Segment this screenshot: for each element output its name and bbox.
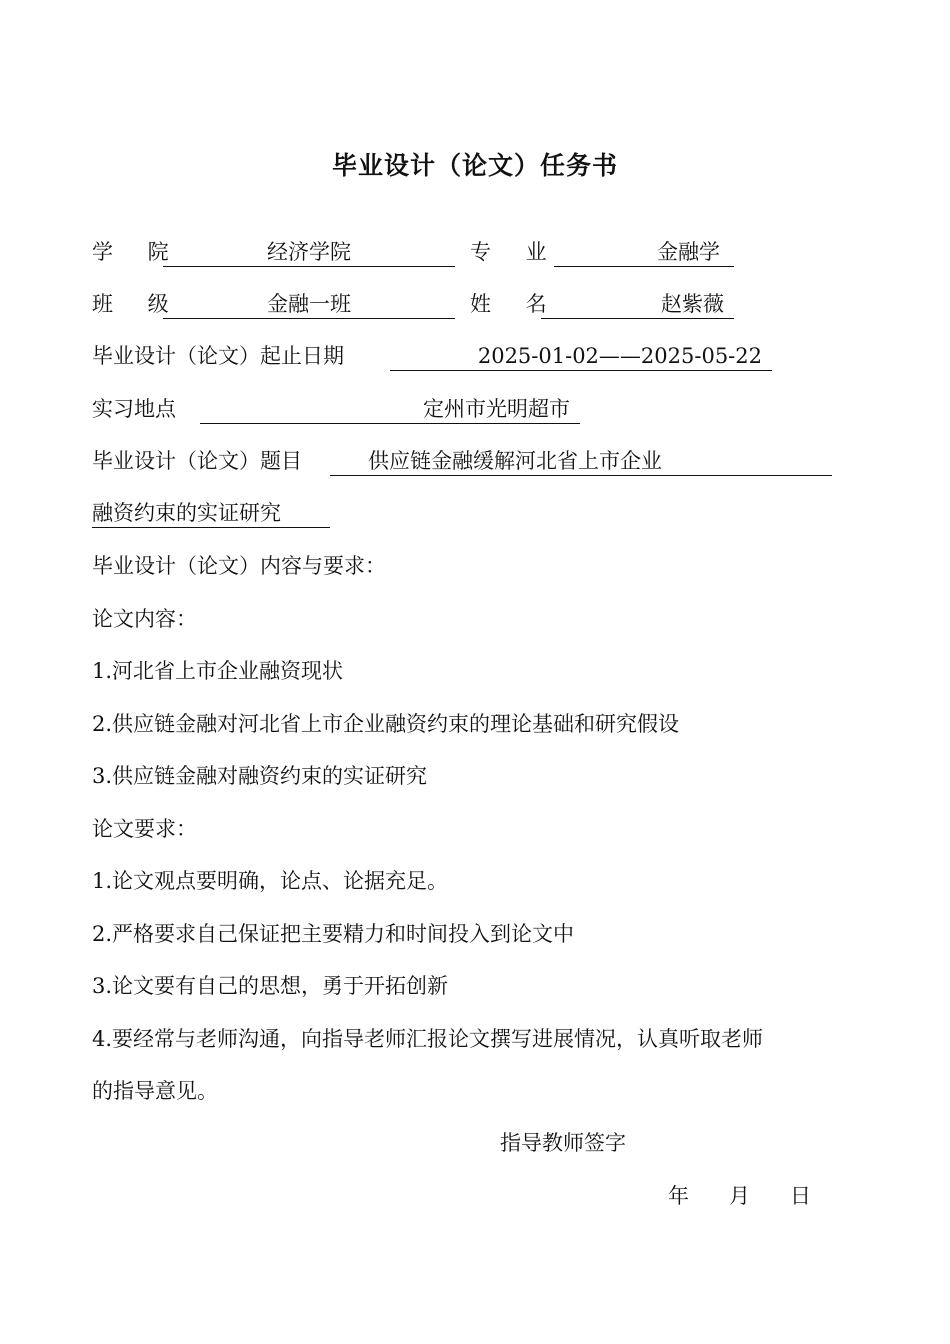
dates-field xyxy=(390,342,772,371)
dates-value: 2025-01-02——2025-05-22 xyxy=(477,344,762,368)
class-label: 班 级 xyxy=(92,292,183,316)
requirements-sub-heading: 论文要求： xyxy=(92,817,197,841)
name-value: 赵紫薇 xyxy=(661,292,724,316)
requirement-item: 3.论文要有自己的思想，勇于开拓创新 xyxy=(92,974,449,998)
requirement-item: 的指导意见。 xyxy=(92,1079,218,1103)
requirement-item: 2.严格要求自己保证把主要精力和时间投入到论文中 xyxy=(92,922,575,946)
topic-value-line2: 融资约束的实证研究 xyxy=(92,501,281,525)
dates-label: 毕业设计（论文）起止日期 xyxy=(92,344,344,368)
major-label: 专 业 xyxy=(470,240,561,264)
name-field xyxy=(541,290,734,319)
location-label: 实习地点 xyxy=(92,397,176,421)
major-value: 金融学 xyxy=(657,240,720,264)
content-heading: 论文内容： xyxy=(92,607,197,631)
class-value: 金融一班 xyxy=(267,292,351,316)
college-field xyxy=(163,238,455,267)
date-day-label: 日 xyxy=(790,1184,811,1208)
college-value: 经济学院 xyxy=(267,240,351,264)
content-item: 2.供应链金融对河北省上市企业融资约束的理论基础和研究假设 xyxy=(92,712,680,736)
requirement-item: 1.论文观点要明确，论点、论据充足。 xyxy=(92,869,449,893)
requirement-item: 4.要经常与老师沟通，向指导老师汇报论文撰写进展情况，认真听取老师 xyxy=(92,1027,764,1051)
class-field xyxy=(163,290,455,319)
requirements-heading: 毕业设计（论文）内容与要求： xyxy=(92,554,386,578)
content-item: 1.河北省上市企业融资现状 xyxy=(92,659,344,683)
name-label: 姓 名 xyxy=(470,292,561,316)
major-field xyxy=(554,238,734,267)
topic-label: 毕业设计（论文）题目 xyxy=(92,449,302,473)
document-title: 毕业设计（论文）任务书 xyxy=(331,151,618,180)
college-label: 学 院 xyxy=(92,240,183,264)
date-month-label: 月 xyxy=(729,1184,750,1208)
location-field xyxy=(200,395,580,424)
advisor-signature-label: 指导教师签字 xyxy=(500,1131,626,1155)
date-year-label: 年 xyxy=(668,1184,689,1208)
content-item: 3.供应链金融对融资约束的实证研究 xyxy=(92,764,428,788)
topic-value-line1: 供应链金融缓解河北省上市企业 xyxy=(368,449,662,473)
location-value: 定州市光明超市 xyxy=(423,397,570,421)
